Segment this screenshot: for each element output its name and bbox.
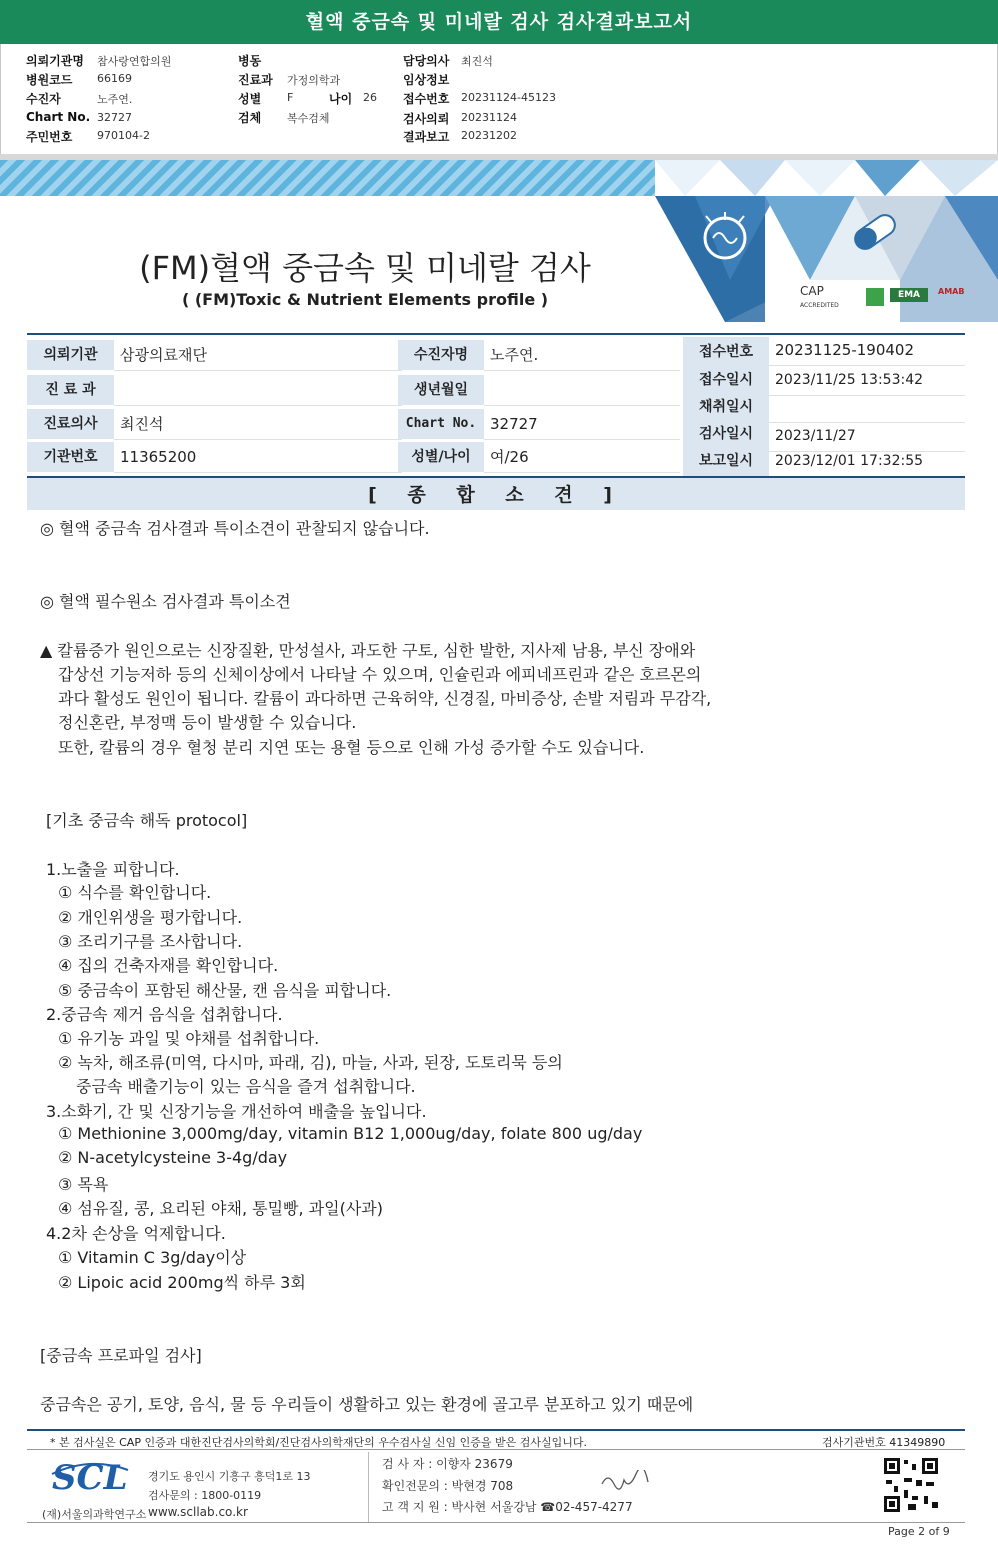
info-value: 2023/11/25 13:53:42 bbox=[769, 365, 965, 396]
list-item: ② N-acetylcysteine 3-4g/day bbox=[58, 1148, 288, 1167]
opinion-heading: [ 종 합 소 견 ] bbox=[27, 476, 965, 510]
header-label: 성별 bbox=[238, 92, 262, 106]
org-website[interactable]: www.scllab.co.kr bbox=[148, 1505, 248, 1519]
section-heading: [기초 중금속 해독 protocol] bbox=[46, 811, 248, 830]
opinion-line: ▲ 칼륨증가 원인으로는 신장질환, 만성설사, 과도한 구토, 심한 발한, 지사제 남용, 부신 장애와 bbox=[40, 641, 696, 660]
org-address: 경기도 용인시 기흥구 흥덕1로 13 bbox=[148, 1470, 311, 1483]
header-label: 수진자 bbox=[26, 92, 61, 106]
info-label: 진료의사 bbox=[27, 409, 114, 439]
info-label: 접수일시 bbox=[683, 365, 769, 395]
paragraph-line: 중금속은 공기, 토양, 음식, 물 등 우리들이 생활하고 있는 환경에 골고루 분포하고 있기 때문에 bbox=[40, 1395, 694, 1414]
info-label: 생년월일 bbox=[398, 375, 484, 405]
page-number: Page 2 of 9 bbox=[888, 1525, 950, 1538]
list-item: ① Methionine 3,000mg/day, vitamin B12 1,000ug/day, folate 800 ug/day bbox=[58, 1124, 643, 1143]
list-item: ② 녹차, 해조류(미역, 다시마, 파래, 김), 마늘, 사과, 된장, 도토리묵 등의 bbox=[58, 1053, 563, 1072]
list-item: ④ 집의 건축자재를 확인합니다. bbox=[58, 956, 279, 975]
section-heading: [중금속 프로파일 검사] bbox=[40, 1346, 202, 1365]
list-item: 2.중금속 제거 음식을 섭취합니다. bbox=[46, 1005, 283, 1024]
header-label: 검사의뢰 bbox=[403, 112, 450, 126]
header-value: 20231202 bbox=[461, 129, 517, 142]
list-item: 중금속 배출기능이 있는 음식을 즐겨 섭취합니다. bbox=[76, 1077, 416, 1096]
report-top-title: 혈액 중금속 및 미네랄 검사 검사결과보고서 bbox=[0, 0, 998, 44]
header-label: 검체 bbox=[238, 111, 262, 125]
info-value bbox=[769, 392, 965, 423]
header-label: 임상정보 bbox=[403, 73, 450, 87]
info-value: 최진석 bbox=[114, 409, 402, 440]
header-value: 32727 bbox=[97, 111, 132, 124]
ema-logo: EMA bbox=[890, 288, 928, 302]
info-label: Chart No. bbox=[398, 409, 484, 439]
list-item: 4.2차 손상을 억제합니다. bbox=[46, 1224, 226, 1243]
info-label: 의뢰기관 bbox=[27, 340, 114, 370]
qr-code-icon bbox=[882, 1456, 940, 1514]
info-value: 32727 bbox=[484, 409, 680, 440]
info-value: 2023/11/27 bbox=[769, 421, 965, 452]
list-item: ⑤ 중금속이 포함된 해산물, 캔 음식을 피합니다. bbox=[58, 981, 392, 1000]
cap-logo bbox=[800, 285, 839, 312]
list-item: ① 유기농 과일 및 야채를 섭취합니다. bbox=[58, 1029, 320, 1048]
header-value: 970104-2 bbox=[97, 129, 150, 142]
footer-bottom-rule bbox=[27, 1522, 965, 1523]
scl-logo: SCL bbox=[52, 1458, 128, 1498]
list-item: ④ 섬유질, 콩, 요리된 야채, 통밀빵, 과일(사과) bbox=[58, 1199, 383, 1218]
info-value bbox=[114, 375, 402, 406]
logo-text: ACCREDITED bbox=[800, 302, 839, 309]
info-value: 20231125-190402 bbox=[769, 335, 965, 366]
org-name: (재)서울의과학연구소 bbox=[42, 1508, 147, 1521]
footer-rule bbox=[27, 1429, 965, 1431]
header-value: 노주연. bbox=[97, 93, 133, 106]
page-title: (FM)혈액 중금속 및 미네랄 검사 bbox=[139, 249, 591, 287]
footer-note: * 본 검사실은 CAP 인증과 대한진단검사의학회/진단검사의학재단의 우수검사실 신임 인증을 받은 검사실입니다. bbox=[50, 1436, 588, 1449]
header-value: 가정의학과 bbox=[287, 74, 341, 87]
header-value: 66169 bbox=[97, 72, 132, 85]
info-label: 접수번호 bbox=[683, 337, 769, 367]
header-label: 주민번호 bbox=[26, 130, 73, 144]
footer-separator bbox=[368, 1452, 369, 1522]
opinion-line: 정신혼란, 부정맥 등이 발생할 수 있습니다. bbox=[58, 713, 357, 732]
header-label: 나이 bbox=[329, 92, 353, 106]
page-subtitle: ( (FM)Toxic & Nutrient Elements profile ) bbox=[181, 290, 549, 309]
info-value: 삼광의료재단 bbox=[114, 340, 402, 371]
examiner: 검 사 자 : 이향자 23679 bbox=[382, 1457, 513, 1471]
header-value: F bbox=[287, 91, 294, 104]
lm-logo bbox=[866, 288, 884, 306]
list-item: ② 개인위생을 평가합니다. bbox=[58, 908, 243, 927]
header-value: 참사랑연합의원 bbox=[97, 55, 172, 68]
info-label: 성별/나이 bbox=[398, 442, 484, 472]
opinion-line: 또한, 칼륨의 경우 혈청 분리 지연 또는 용혈 등으로 인해 가성 증가할 수도 있습니다. bbox=[58, 738, 645, 757]
header-value: 26 bbox=[363, 91, 377, 104]
header-label: 결과보고 bbox=[403, 130, 450, 144]
header-label: Chart No. bbox=[26, 110, 91, 124]
header-label: 진료과 bbox=[238, 73, 273, 87]
info-value bbox=[484, 375, 680, 406]
list-item: ① Vitamin C 3g/day이상 bbox=[58, 1248, 247, 1267]
header-label: 병원코드 bbox=[26, 73, 73, 87]
info-label: 검사일시 bbox=[683, 419, 769, 449]
list-item: 3.소화기, 간 및 신장기능을 개선하여 배출을 높입니다. bbox=[46, 1102, 427, 1121]
banner-stripe bbox=[0, 160, 655, 196]
report-header bbox=[0, 44, 998, 155]
opinion-line: 갑상선 기능저하 등의 신체이상에서 나타날 수 있으며, 인슐린과 에피네프린과 같은 호르몬의 bbox=[58, 665, 702, 684]
header-label: 병동 bbox=[238, 54, 262, 68]
signature bbox=[600, 1470, 650, 1492]
specialist: 확인전문의 : 박현경 708 bbox=[382, 1479, 514, 1493]
scl-logo-swoosh bbox=[50, 1460, 130, 1480]
amab-logo: AMAB bbox=[938, 287, 965, 296]
footer-divider bbox=[27, 1449, 965, 1450]
customer-support: 고 객 지 원 : 박사현 서울강남 ☎02-457-4277 bbox=[382, 1500, 633, 1514]
list-item: ③ 목욕 bbox=[58, 1175, 109, 1194]
info-value: 11365200 bbox=[114, 442, 402, 473]
info-label: 수진자명 bbox=[398, 340, 484, 370]
opinion-line: 과다 활성도 원인이 됩니다. 칼륨이 과다하면 근육허약, 신경질, 마비증상, 손발 저림과 무감각, bbox=[58, 689, 712, 708]
info-label: 채취일시 bbox=[683, 392, 769, 422]
logo-text: CAP bbox=[800, 284, 824, 298]
info-label: 진 료 과 bbox=[27, 375, 114, 405]
list-item: 1.노출을 피합니다. bbox=[46, 860, 180, 879]
header-label: 접수번호 bbox=[403, 92, 450, 106]
opinion-line: ◎ 혈액 중금속 검사결과 특이소견이 관찰되지 않습니다. bbox=[40, 519, 430, 538]
list-item: ② Lipoic acid 200mg씩 하루 3회 bbox=[58, 1273, 306, 1292]
info-label: 보고일시 bbox=[683, 446, 769, 476]
info-value: 여/26 bbox=[484, 442, 680, 473]
info-value: 노주연. bbox=[484, 340, 680, 371]
header-label: 담당의사 bbox=[403, 54, 450, 68]
header-value: 복수검체 bbox=[287, 112, 330, 125]
opinion-line: ◎ 혈액 필수원소 검사결과 특이소견 bbox=[40, 592, 291, 611]
org-phone: 검사문의 : 1800-0119 bbox=[148, 1489, 262, 1502]
header-label: 의뢰기관명 bbox=[26, 54, 84, 68]
list-item: ③ 조리기구를 조사합니다. bbox=[58, 932, 243, 951]
header-value: 20231124 bbox=[461, 111, 517, 124]
header-value: 최진석 bbox=[461, 55, 493, 68]
info-value: 2023/12/01 17:32:55 bbox=[769, 446, 965, 477]
agency-code: 검사기관번호 41349890 bbox=[822, 1436, 946, 1449]
list-item: ① 식수를 확인합니다. bbox=[58, 883, 212, 902]
header-value: 20231124-45123 bbox=[461, 91, 556, 104]
info-label: 기관번호 bbox=[27, 442, 114, 472]
